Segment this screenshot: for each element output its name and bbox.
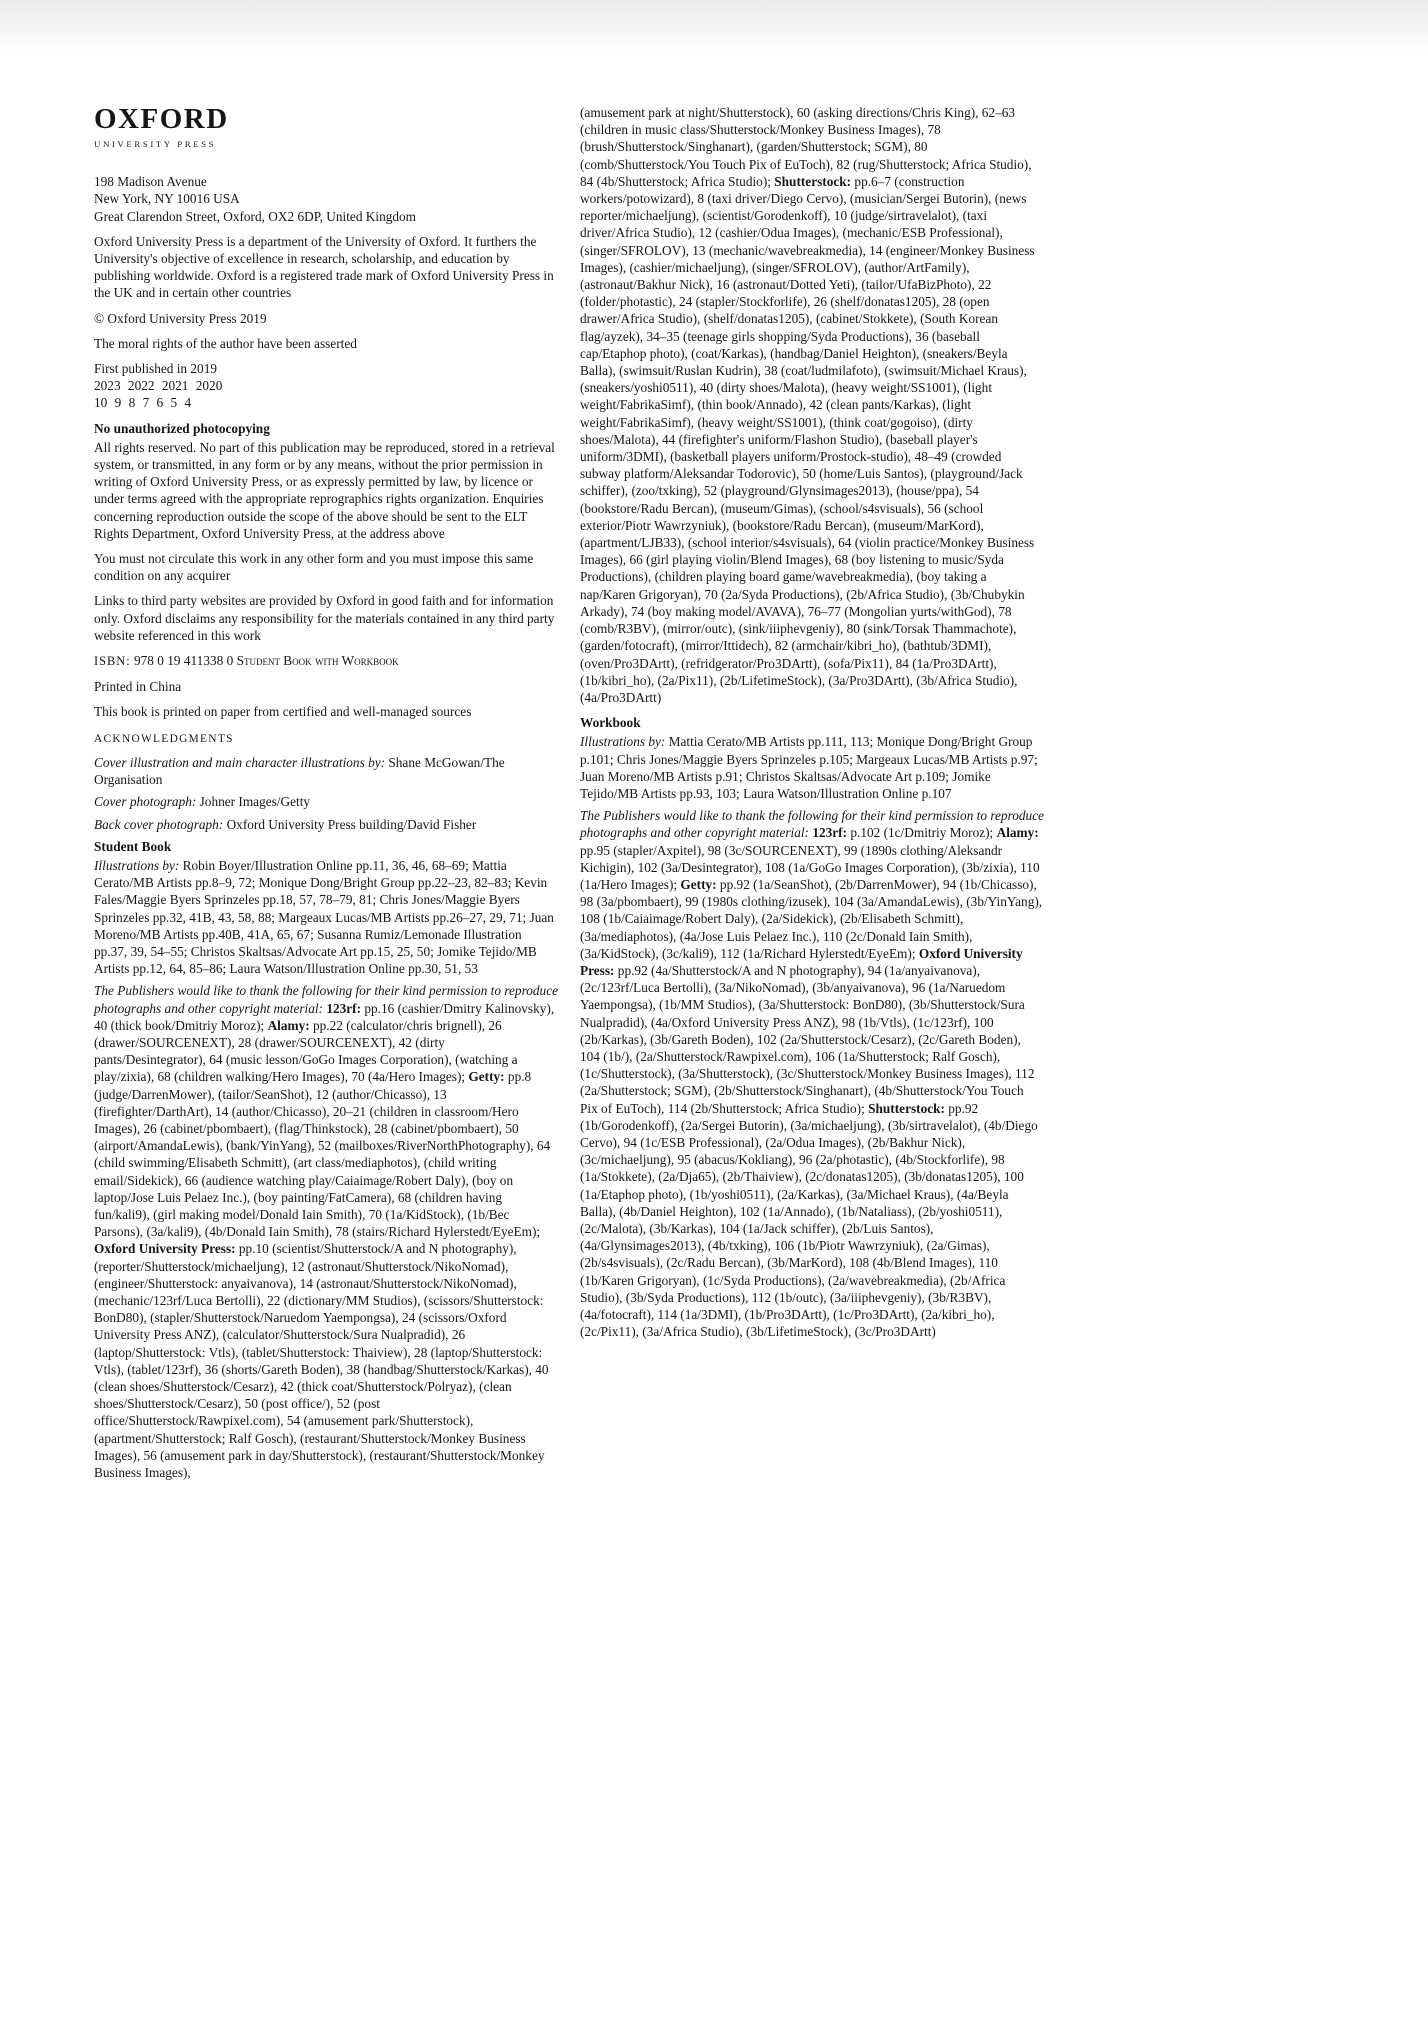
isbn-label: ISBN: xyxy=(94,654,131,669)
cover-illustration-credit xyxy=(94,754,558,788)
acknowledgments-heading: ACKNOWLEDGMENTS xyxy=(94,732,234,745)
workbook-illustrations-credit xyxy=(580,733,1044,802)
isbn-edition: Student Book with Workbook xyxy=(236,653,399,669)
isbn-number: 978 0 19 411338 0 xyxy=(130,653,237,669)
cover-illustration-text: Shane McGowan/The Organisation xyxy=(94,754,505,788)
printed-in: Printed in China xyxy=(94,679,182,695)
workbook-photo-credits: The Publishers would like to thank the following for their kind permission to reproduce photographs and other copyright material: 123rf: p.102 (1c/Dmitriy Moroz); Alamy: pp.95 (stapler/Axpitel), 98 (3c/SOURCENEXT), 99 (1890s clothing/Aleksandr Kichigin), 102 (3a/Desintegrator), 108 (1a/GoGo Images Corporation), (3b/zixia), 110 (1a/Hero Images); Getty: pp.92 (1a/SeanShot), (2b/DarrenMower), 94 (1b/Chicasso), 98 (3a/pbombaert), 99 (1980s clothing/izusek), 104 (3a/AmandaLewis), (3b/YinYang), 108 (1b/Caiaimage/Robert Daly), (2a/Sidekick), (2b/Elisabeth Schmitt), (3a/mediaphotos), (4a/Jose Luis Pelaez Inc.), 110 (2c/Donald Iain Smith), (3a/KidStock), (3c/kali9), 112 (1a/Richard Hylerstedt/EyeEm); Oxford University Press: pp.92 (4a/Shutterstock/A and N photography), 94 (1a/anyaivanova), (2c/123rf/Luca Bertolli), (3a/NikoNomad), (3b/anyaivanova), 96 (1a/Naruedom Yaempongsa), (1b/MM Studios), (3a/Shutterstock: BonD80), (3b/Shutterstock/Sura Nualpradid), (4a/Oxford University Press ANZ), 98 (1b/Vtls), (1c/123rf), 100 (2b/Karkas), (3b/Gareth Boden), 102 (2a/Shutterstock/Cesarz), (2c/Gareth Boden), 104 (1b/), (2a/Shutterstock/Rawpixel.com), 106 (1a/Shutterstock; Ralf Gosch), (1c/Shutterstock), (3a/Shutterstock), (3c/Shutterstock/Monkey Business Images), 112 (2a/Shutterstock; SGM), (2b/Shutterstock/Singhanart), (4b/Shutterstock/You Touch Pix of EuToch), 114 (2b/Shutterstock; Africa Studio); Shutterstock: pp.92 (1b/Gorodenkoff), (2a/Sergei Butorin), (3a/michaeljung), (3b/sirtravelalot), (4b/Diego Cervo), 94 (1c/ESB Professional), (2a/Odua Images), (2b/Bakhur Nick), (3c/michaeljung), 95 (abacus/Kokliang), 96 (2a/photastic), (4b/Stockforlife), 98 (1a/Stokkete), (2a/Dja65), (2b/Thaiview), (2c/donatas1205), (3b/donatas1205), 100 (1a/Etaphop photo), (1b/yoshi0511), (2a/Karkas), (3a/Michael Kraus), (4a/Beyla Balla), (4b/Daniel Heighton), 102 (1a/Annado), (1b/Nataliass), (2b/yoshi0511), (2c/Malota), (3b/Karkas), 104 (1a/Jack schiffer), (2b/Luis Santos), (4a/Glynsimages2013), (4b/txking), 106 (1b/Piotr Wawrzyniuk), (2a/Gimas), (2b/s4svisuals), (2c/Radu Bercan), (3b/MarKord), 108 (4b/Blend Images), 110 (1b/Karen Grigoryan), (1c/Syda Productions), (2a/wavebreakmedia), (2b/Africa Studio), (3b/Syda Productions), 112 (1b/outc), (3a/iiiphevgeniy), (3b/R3BV), (4a/fotocraft), 114 (1a/3DMI), (1b/Pro3DArtt), (1c/Pro3DArtt), (2a/kibri_ho), (2c/Pix11), (3a/Africa Studio), (3b/LifetimeStock), (3c/Pro3DArtt) xyxy=(580,808,1045,1340)
copyright-notice: © Oxford University Press 2019 xyxy=(94,310,267,326)
publisher-address xyxy=(94,173,558,225)
first-published: First published in 2019 xyxy=(94,361,218,377)
address-line-3: Great Clarendon Street, Oxford, OX2 6DP, United Kingdom xyxy=(94,208,417,224)
student-illustrations-text: Robin Boyer/Illustration Online pp.11, 36, 46, 68–69; Mattia Cerato/MB Artists pp.8–9, 72; Monique Dong/Bright Group pp.22–23, 82–83; Kevin Fales/Maggie Byers Sprinzeles pp.18, 57, 78–79, 81; Chris Jones/Maggie Byers Sprinzeles pp.32, 41B, 43, 58, 88; Margeaux Lucas/MB Artists pp.26–27, 29, 71; Juan Moreno/MB Artists pp.40B, 41A, 65, 67; Susanna Rumiz/Lemonade Illustration pp.37, 39, 54–55; Christos Skaltsas/Advocate Art pp.15, 25, 50; Jomike Tejido/MB Artists pp.12, 64, 85–86; Laura Watson/Illustration Online pp.30, 51, 53 xyxy=(94,857,554,977)
cover-photo-label: Cover photograph: xyxy=(94,794,197,810)
back-cover-credit xyxy=(94,816,558,833)
student-illustrations-label: Illustrations by: xyxy=(94,857,180,873)
cover-photo-credit xyxy=(94,793,558,810)
address-line-1: 198 Madison Avenue xyxy=(94,174,207,190)
workbook-illustrations-text: Mattia Cerato/MB Artists pp.111, 113; Monique Dong/Bright Group p.101; Chris Jones/Maggie Byers Sprinzeles p.105; Margeaux Lucas/MB Artists p.97; Juan Moreno/MB Artists p.91; Christos Skaltsas/Advocate Art p.109; Jomike Tejido/MB Artists pp.93, 103; Laura Watson/Illustration Online p.107 xyxy=(580,734,1038,801)
paper-note: This book is printed on paper from certified and well-managed sources xyxy=(94,704,472,720)
scan-edge-band xyxy=(0,0,1428,52)
oxford-tagline: UNIVERSITY PRESS xyxy=(94,139,217,149)
third-party-paragraph: Links to third party websites are provided by Oxford in good faith and for information only. Oxford disclaims any responsibility for the materials contained in any third party website referenced in this work xyxy=(94,593,555,643)
left-column xyxy=(94,104,558,1481)
rights-paragraph: All rights reserved. No part of this publication may be reproduced, stored in a retrieval system, or transmitted, in any form or by any means, without the prior permission in writing of Oxford University Press, or as expressly permitted by law, by licence or under terms agreed with the appropriate reprographics rights organization. Enquiries concerning reproduction outside the scope of the above should be sent to the ELT Rights Department, Oxford University Press, at the address above xyxy=(94,439,555,541)
workbook-heading: Workbook xyxy=(580,715,641,731)
cover-photo-text: Johner Images/Getty xyxy=(196,794,311,810)
moral-rights: The moral rights of the author have been asserted xyxy=(94,335,357,351)
print-run: 10 9 8 7 6 5 4 xyxy=(94,395,192,411)
photocopying-heading: No unauthorized photocopying xyxy=(94,420,270,436)
student-book-heading: Student Book xyxy=(94,838,172,854)
student-photo-credits-part2: (amusement park at night/Shutterstock), 60 (asking directions/Chris King), 62–63 (children in music class/Shutterstock/Monkey Business Images), 78 (brush/Shutterstock/Singhanart), (garden/Shutterstock; SGM), 80 (comb/Shutterstock/You Touch Pix of EuToch), 82 (rug/Shutterstock; Africa Studio), 84 (4b/Shutterstock; Africa Studio); Shutterstock: pp.6–7 (construction workers/potowizard), 8 (taxi driver/Diego Cervo), (musician/Sergei Butorin), (news reporter/michaeljung), (scientist/Gorodenkoff), 10 (judge/sirtravelalot), (taxi driver/Africa Studio), 12 (cashier/Odua Images), (mechanic/ESB Professional), (singer/SFROLOV), 13 (mechanic/wavebreakmedia), 14 (engineer/Monkey Business Images), (cashier/michaeljung), (singer/SFROLOV), (author/ArtFamily), (astronaut/Bakhur Nick), 16 (astronaut/Dotted Yeti), (tailor/UfaBizPhoto), 22 (folder/photastic), 24 (stapler/Stockforlife), 26 (shelf/donatas1205), 28 (open drawer/Africa Studio), (shelf/donatas1205), (cabinet/Stokkete), (South Korean flag/ayzek), 34–35 (teenage girls shopping/Syda Productions), 36 (baseball cap/Etaphop photo), (coat/Karkas), (handbag/Daniel Heighton), (sneakers/Beyla Balla), (swimsuit/Ruslan Kudrin), 38 (coat/ludmilafoto), (swimsuit/Michael Kraus), (sneakers/yoshi0511), 40 (dirty shoes/Malota), (heavy weight/SS1001), (light weight/FabrikaSimf), (thin book/Annado), 42 (clean pants/Karkas), (light weight/FabrikaSimf), (heavy weight/SS1001), (think coat/gogoiso), (dirty shoes/Malota), 44 (firefighter's uniform/Flashon Studio), (baseball player's uniform/3DMI), (basketball players uniform/Prostock-studio), 48–49 (crowded subway platform/Aleksandar Todorovic), 50 (home/Luis Santos), (playground/Jack schiffer), (zoo/txking), 52 (playground/Glynsimages2013), (house/ppa), 54 (bookstore/Radu Bercan), (museum/Gimas), (school/s4svisuals), 56 (school exterior/Piotr Wawrzyniuk), (bookstore/Radu Bercan), (museum/MarKord), (apartment/LJB33), (school interior/s4svisuals), 64 (violin practice/Monkey Business Images), 66 (girl playing violin/Blend Images), 68 (boy listening to music/Syda Productions), (children playing board game/wavebreakmedia), (boy taking a nap/Karen Grigoryan), 70 (2a/Syda Productions), (2b/Africa Studio), (3b/Chubykin Arkady), 74 (boy making model/AVAVA), 76–77 (Mongolian yurts/withGod), 78 (comb/R3BV), (mirror/outc), (sink/iiiphevgeniy), 80 (sink/Torsak Thammachote), (garden/fotocraft), (mirror/Ittidech), 82 (armchair/kibri_ho), (bathtub/3DMI), (oven/Pro3DArtt), (refridgerator/Pro3DArtt), (sofa/Pix11), 84 (1a/Pro3DArtt), (1b/kibri_ho), (2a/Pix11), (2b/LifetimeStock), (3a/Pro3DArtt), (3b/Africa Studio), (4a/Pro3DArtt) xyxy=(580,105,1035,705)
back-cover-text: Oxford University Press building/David Fisher xyxy=(223,816,477,832)
imprint-about: Oxford University Press is a department of the University of Oxford. It furthers the University's objective of excellence in research, scholarship, and education by publishing worldwide. Oxford is a registered trade mark of Oxford University Press in the UK and in certain other countries xyxy=(94,233,554,301)
cover-illustration-label: Cover illustration and main character illustrations by: xyxy=(94,754,386,770)
address-line-2: New York, NY 10016 USA xyxy=(94,191,240,207)
edition-years: 2023 2022 2021 2020 xyxy=(94,378,223,394)
student-photo-credits-part1: The Publishers would like to thank the following for their kind permission to reproduce photographs and other copyright material: 123rf: pp.16 (cashier/Dmitry Kalinovsky), 40 (thick book/Dmitriy Moroz); Alamy: pp.22 (calculator/chris brignell), 26 (drawer/SOURCENEXT), 28 (drawer/SOURCENEXT), 42 (dirty pants/Desintegrator), 64 (music lesson/GoGo Images Corporation), (watching a play/zixia), 68 (children walking/Hero Images), 70 (4a/Hero Images); Getty: pp.8 (judge/DarrenMower), (tailor/SeanShot), 12 (author/Chicasso), 13 (firefighter/DarthArt), 14 (author/Chicasso), 20–21 (children in classroom/Hero Images), 26 (cabinet/pbombaert), (flag/Thinkstock), 28 (cabinet/pbombaert), 50 (airport/AmandaLewis), (bank/YinYang), 52 (mailboxes/RiverNorthPhotography), 64 (child swimming/Elisabeth Schmitt), (art class/mediaphotos), (child writing email/Sidekick), 66 (audience watching play/Caiaimage/Robert Daly), (boy on laptop/Jose Luis Pelaez Inc.), (boy painting/FatCamera), 68 (children having fun/kali9), (girl making model/Donald Iain Smith), 70 (1a/KidStock), (1b/Bec Parsons), (3a/kali9), (4b/Donald Iain Smith), 78 (stairs/Richard Hylerstedt/EyeEm); Oxford University Press: pp.10 (scientist/Shutterstock/A and N photography), (reporter/Shutterstock/michaeljung), 12 (astronaut/Shutterstock/NikoNomad), (engineer/Shutterstock: anyaivanova), 14 (astronaut/Shutterstock/NikoNomad), (mechanic/123rf/Luca Bertolli), 22 (dictionary/MM Studios), (scissors/Shutterstock: BonD80), (stapler/Shutterstock/Naruedom Yaempongsa), 24 (scissors/Oxford University Press ANZ), (calculator/Shutterstock/Sura Nualpradid), 26 (laptop/Shutterstock: Vtls), (tablet/Shutterstock: Thaiview), 28 (laptop/Shutterstock: Vtls), (tablet/123rf), 36 (shorts/Gareth Boden), 38 (handbag/Shutterstock/Karkas), 40 (clean shoes/Shutterstock/Cesarz), 42 (thick coat/Shutterstock/Polryaz), (clean shoes/Shutterstock/Cesarz), 50 (post office/), 52 (post office/Shutterstock/Rawpixel.com), 54 (amusement park/Shutterstock), (apartment/Shutterstock; Ralf Gosch), (restaurant/Shutterstock/Monkey Business Images), 56 (amusement park in day/Shutterstock), (restaurant/Shutterstock/Monkey Business Images), xyxy=(94,983,559,1481)
oxford-logo xyxy=(94,104,558,153)
workbook-illustrations-label: Illustrations by: xyxy=(580,734,666,750)
isbn-line xyxy=(94,652,558,670)
back-cover-label: Back cover photograph: xyxy=(94,816,224,832)
page-content xyxy=(94,104,1044,1481)
right-column xyxy=(580,104,1044,1481)
circulation-paragraph: You must not circulate this work in any other form and you must impose this same condition on any acquirer xyxy=(94,551,534,584)
student-illustrations-credit xyxy=(94,857,558,977)
oxford-wordmark: OXFORD xyxy=(94,103,229,135)
